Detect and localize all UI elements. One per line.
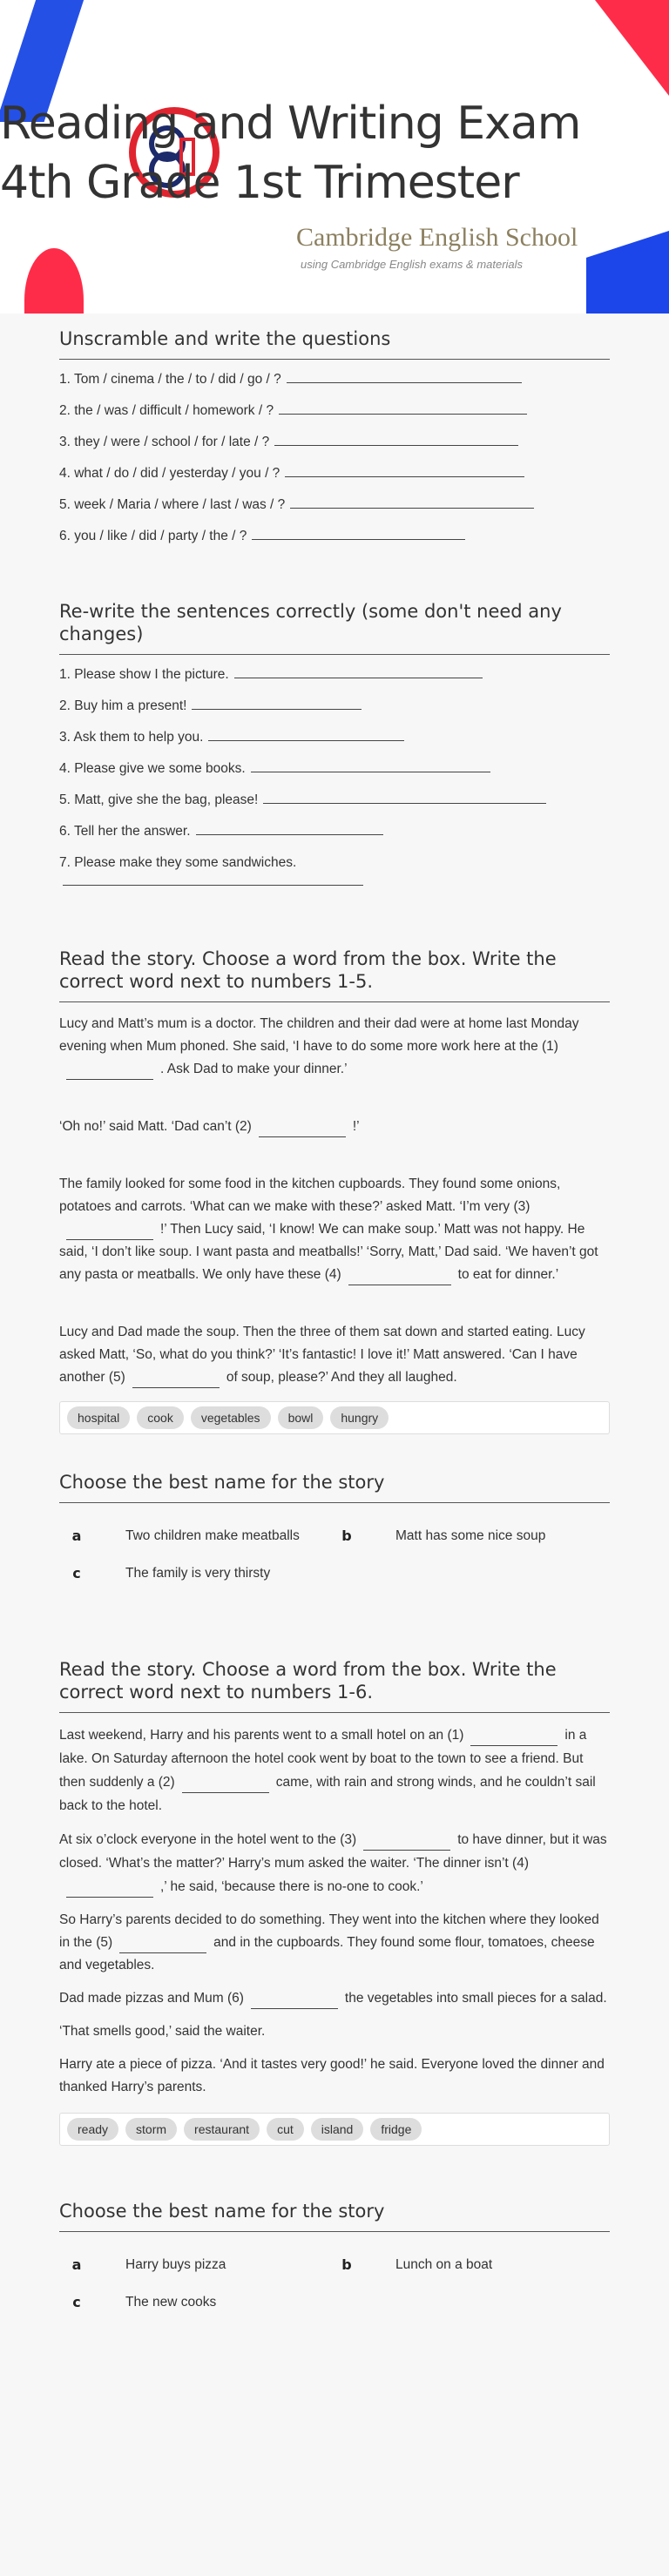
story-text: Last weekend, Harry and his parents went to a small hotel on an (1) [59, 1728, 464, 1743]
option-text: Matt has some nice soup [395, 1527, 546, 1543]
question [59, 697, 610, 716]
story-text: ,’ he said, ‘because there is no-one to cook.’ [160, 1879, 423, 1894]
story-text: !’ Then Lucy said, ‘I know! We can make soup.’ Matt was not happy. He said, ‘I don’t like soup. I want pasta and meatballs!’ ‘Sorry, Matt,’ Dad said. ‘We haven’t got any pasta or meatballs. We only have these (4) [59, 1222, 598, 1282]
story-text: Dad made pizzas and Mum (6) [59, 1991, 244, 2006]
answer-input[interactable] [63, 873, 363, 886]
decor-blue-shape [586, 231, 669, 314]
question-text: 1. Tom / cinema / the / to / did / go / ? [59, 372, 281, 387]
word-chip[interactable]: storm [125, 2118, 177, 2141]
answer-input[interactable] [208, 729, 404, 741]
question [59, 370, 610, 389]
story-text: !’ [352, 1119, 360, 1134]
story-text: So Harry’s parents decided to do something. They went into the kitchen where they looked in the (5) [59, 1912, 599, 1950]
answer-input[interactable] [279, 402, 527, 415]
decor-red-semicircle [24, 248, 84, 314]
story-text: the vegetables into small pieces for a salad. [344, 1991, 607, 2006]
answer-input[interactable] [290, 496, 534, 509]
option-c[interactable] [59, 2294, 329, 2310]
word-chip[interactable]: ready [67, 2118, 118, 2141]
story-text: of soup, please?’ And they all laughed. [226, 1370, 457, 1385]
question-text: 4. what / do / did / yesterday / you / ? [59, 466, 280, 481]
title-line-1: Reading and Writing Exam [0, 98, 581, 150]
gap-3-input[interactable] [66, 1226, 153, 1240]
answer-input[interactable] [285, 465, 524, 477]
question-text: 3. they / were / school / for / late / ? [59, 435, 270, 449]
question [59, 401, 610, 421]
word-chip[interactable]: hungry [330, 1406, 389, 1429]
gap-5-input[interactable] [132, 1374, 220, 1388]
word-chip[interactable]: hospital [67, 1406, 130, 1429]
story-text: ‘That smells good,’ said the waiter. [59, 2024, 266, 2039]
gap-6-input[interactable] [251, 1995, 338, 2009]
title-line-2: 4th Grade 1st Trimester [0, 157, 519, 209]
question-text: 2. the / was / difficult / homework / ? [59, 403, 274, 418]
story-text: to eat for dinner.’ [457, 1267, 559, 1282]
gap-3-input[interactable] [363, 1837, 450, 1851]
section-title: Re-write the sentences correctly (some don't need any changes) [59, 600, 610, 655]
gap-5-input[interactable] [119, 1939, 206, 1953]
word-box [59, 1401, 610, 1434]
option-letter: b [341, 1527, 352, 1544]
option-text: The family is very thirsty [125, 1565, 271, 1581]
question [59, 464, 610, 483]
gap-4-input[interactable] [66, 1884, 153, 1898]
option-letter: a [71, 2256, 82, 2273]
gap-1-input[interactable] [470, 1732, 558, 1746]
option-text: Two children make meatballs [125, 1527, 300, 1543]
story-text: At six o’clock everyone in the hotel went to the (3) [59, 1832, 357, 1847]
section-best-name-2 [59, 2200, 610, 2310]
question [59, 527, 610, 546]
section-title: Read the story. Choose a word from the box. Write the correct word next to numbers 1-5. [59, 947, 610, 1002]
question [59, 665, 610, 684]
question [59, 791, 610, 810]
section-best-name-1 [59, 1471, 610, 1581]
question-text: 3. Ask them to help you. [59, 730, 204, 745]
word-chip[interactable]: bowl [278, 1406, 324, 1429]
story-text: came, with rain and strong winds, and he couldn’t sail back to the hotel. [59, 1775, 596, 1813]
page-title [0, 94, 580, 212]
question [59, 433, 610, 452]
section-title: Read the story. Choose a word from the box. Write the correct word next to numbers 1-6. [59, 1658, 610, 1713]
option-b[interactable] [329, 1527, 599, 1544]
option-text: Lunch on a boat [395, 2256, 493, 2272]
option-letter: c [72, 2294, 81, 2310]
section-title: Unscramble and write the questions [59, 327, 610, 360]
word-box [59, 2113, 610, 2146]
question-text: 1. Please show I the picture. [59, 667, 229, 682]
story-text: Lucy and Dad made the soup. Then the three of them sat down and started eating. Lucy asked Matt, ‘So, what do you think?’ ‘It’s fantastic! I love it!’ Matt answered. ‘Can I have another (5) [59, 1325, 585, 1385]
answer-input[interactable] [192, 698, 362, 710]
option-text: The new cooks [125, 2294, 217, 2310]
answer-input[interactable] [234, 666, 483, 678]
section-unscramble [59, 327, 610, 546]
question-text: 6. you / like / did / party / the / ? [59, 529, 247, 543]
option-a[interactable] [59, 1527, 329, 1544]
question [59, 759, 610, 779]
question [59, 853, 610, 892]
section-story-1 [59, 947, 610, 1434]
word-chip[interactable]: cook [137, 1406, 184, 1429]
word-chip[interactable]: cut [267, 2118, 304, 2141]
question [59, 496, 610, 515]
section-title: Choose the best name for the story [59, 1471, 610, 1503]
logo-text: Cambridge English School [296, 223, 578, 252]
story-text: ‘Oh no!’ said Matt. ‘Dad can’t (2) [59, 1119, 252, 1134]
gap-2-input[interactable] [182, 1779, 269, 1793]
answer-input[interactable] [274, 434, 518, 446]
answer-input[interactable] [252, 528, 465, 540]
answer-input[interactable] [196, 823, 383, 835]
question-text: 5. week / Maria / where / last / was / ? [59, 497, 286, 512]
story-text: Lucy and Matt’s mum is a doctor. The children and their dad were at home last Monday evening when Mum phoned. She said, ‘I have to do some more work here at the (1) [59, 1016, 579, 1054]
question [59, 822, 610, 841]
story-text: in a lake. On Saturday afternoon the hotel cook went by boat to the town to see a friend. But then suddenly a (2) [59, 1728, 587, 1790]
section-story-2 [59, 1658, 610, 2146]
word-chip[interactable]: island [311, 2118, 364, 2141]
story-text: . Ask Dad to make your dinner.’ [160, 1062, 348, 1076]
gap-4-input[interactable] [348, 1271, 451, 1285]
logo-subtitle: using Cambridge English exams & materials [301, 258, 524, 271]
story-text: The family looked for some food in the kitchen cupboards. They found some onions, potatoes and carrots. ‘What can we make with these?’ asked Matt. ‘I’m very (3) [59, 1177, 561, 1214]
option-text: Harry buys pizza [125, 2256, 226, 2272]
word-chip[interactable]: vegetables [191, 1406, 271, 1429]
option-a[interactable] [59, 2256, 329, 2273]
story-text: to have dinner, but it was closed. ‘What’s the matter?’ Harry’s mum asked the waiter. ‘The dinner isn’t (4) [59, 1832, 607, 1871]
option-letter: c [72, 1565, 81, 1581]
word-chip[interactable]: fridge [370, 2118, 422, 2141]
option-b[interactable] [329, 2256, 599, 2273]
gap-2-input[interactable] [259, 1123, 346, 1137]
section-rewrite [59, 600, 610, 892]
question-text: 4. Please give we some books. [59, 761, 246, 776]
option-c[interactable] [59, 1565, 329, 1581]
answer-input[interactable] [263, 792, 546, 804]
word-chip[interactable]: restaurant [184, 2118, 260, 2141]
question-text: 2. Buy him a present! [59, 698, 187, 713]
option-letter: a [71, 1527, 82, 1544]
question [59, 728, 610, 747]
question-text: 5. Matt, give she the bag, please! [59, 792, 259, 807]
answer-input[interactable] [251, 760, 490, 772]
answer-input[interactable] [287, 371, 522, 383]
story-text: and in the cupboards. They found some flour, tomatoes, cheese and vegetables. [59, 1935, 595, 1972]
question-text: 6. Tell her the answer. [59, 824, 191, 839]
option-letter: b [341, 2256, 352, 2273]
decor-red-triangle [595, 0, 669, 96]
header-banner [0, 0, 669, 314]
section-title: Choose the best name for the story [59, 2200, 610, 2232]
gap-1-input[interactable] [66, 1066, 153, 1080]
story-text: Harry ate a piece of pizza. ‘And it tastes very good!’ he said. Everyone loved the dinner and thanked Harry’s parents. [59, 2057, 605, 2094]
question-text: 7. Please make they some sandwiches. [59, 855, 297, 870]
